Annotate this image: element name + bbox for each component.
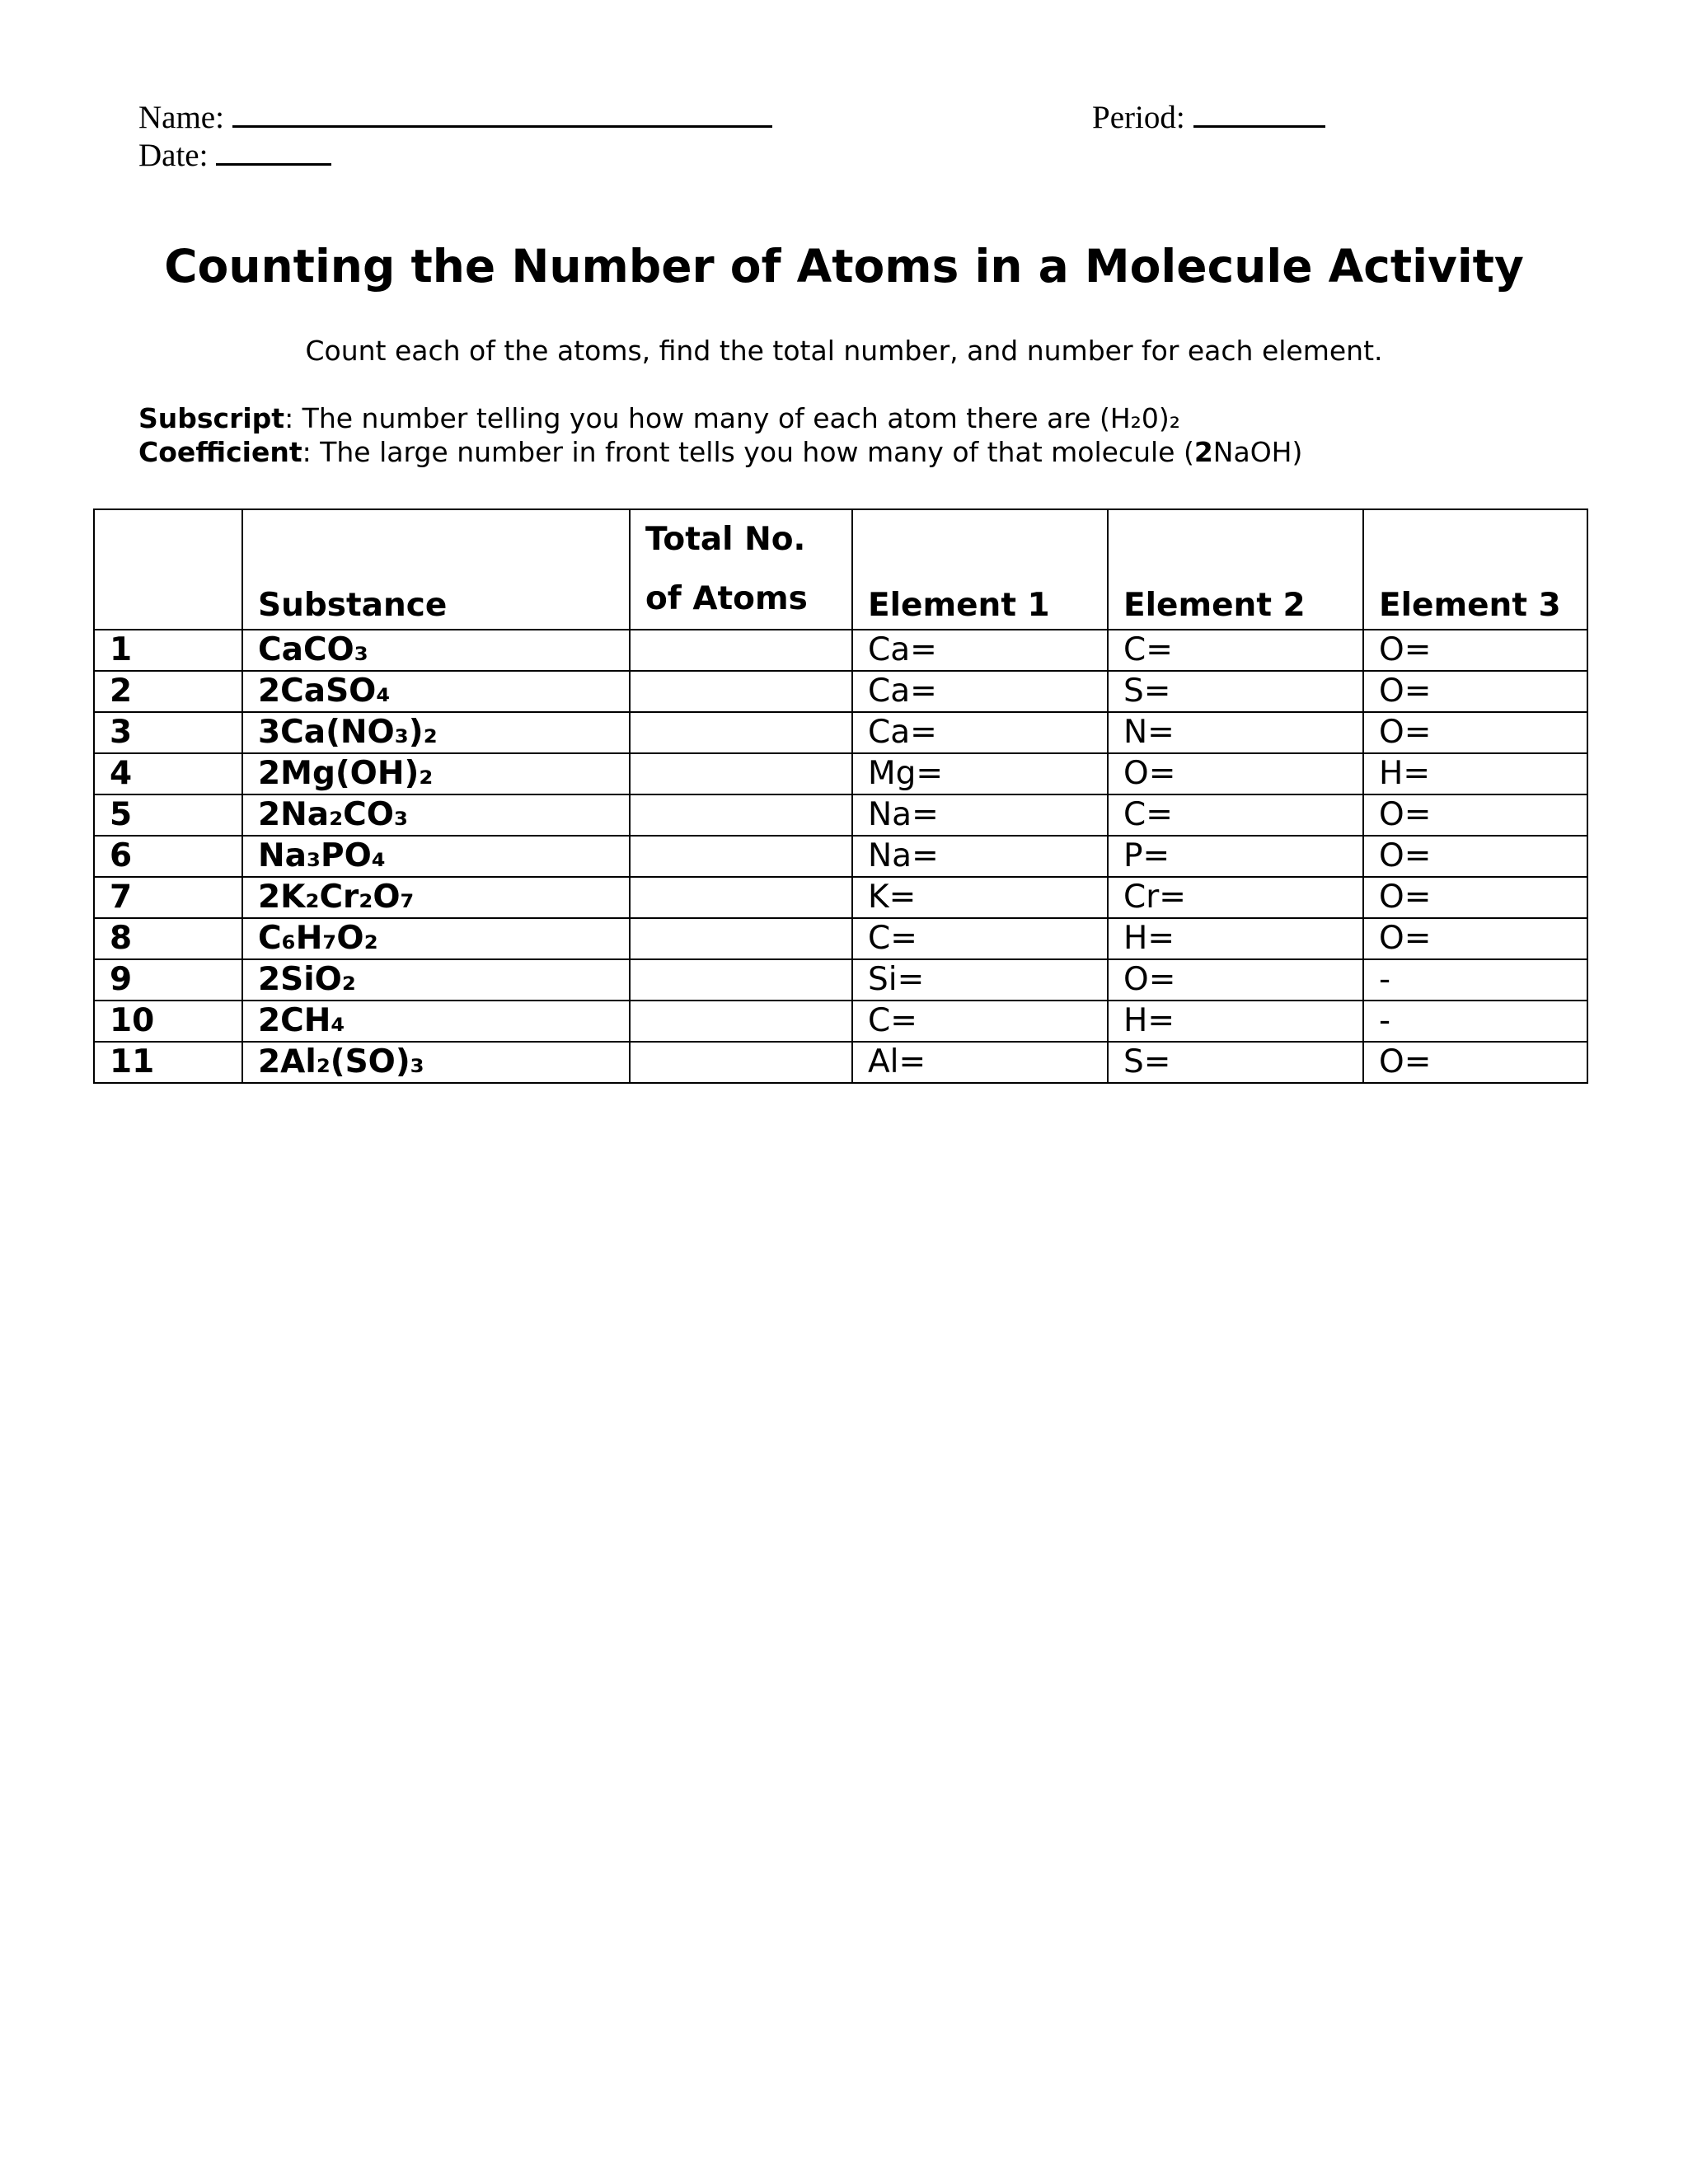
element-1-cell: Si=: [852, 959, 1108, 1001]
total-atoms-cell[interactable]: [630, 959, 852, 1001]
element-3-cell: O=: [1363, 671, 1587, 712]
row-number: 10: [94, 1001, 242, 1042]
coefficient-term: Coefficient: [138, 436, 302, 468]
table-row: [94, 671, 1587, 712]
element-3-cell: O=: [1363, 630, 1587, 671]
table-row: [94, 918, 1587, 959]
substance-cell: C₆H₇O₂: [242, 918, 630, 959]
column-header-number: [94, 509, 242, 630]
instructions: Count each of the atoms, find the total number, and number for each element.: [305, 335, 1383, 367]
element-1-cell: Na=: [852, 794, 1108, 836]
total-atoms-cell[interactable]: [630, 1042, 852, 1083]
element-1-cell: Na=: [852, 836, 1108, 877]
coefficient-text: : The large number in front tells you how many of that molecule (: [302, 436, 1194, 468]
element-2-cell: H=: [1108, 1001, 1363, 1042]
substance-cell: 2Na₂CO₃: [242, 794, 630, 836]
table-row: [94, 630, 1587, 671]
row-number: 11: [94, 1042, 242, 1083]
row-number: 7: [94, 877, 242, 918]
table-row: [94, 753, 1587, 794]
element-2-cell: O=: [1108, 753, 1363, 794]
row-number: 4: [94, 753, 242, 794]
element-2-cell: S=: [1108, 671, 1363, 712]
element-2-cell: C=: [1108, 794, 1363, 836]
element-3-cell: O=: [1363, 794, 1587, 836]
total-atoms-cell[interactable]: [630, 794, 852, 836]
column-header-element-1: Element 1: [852, 509, 1108, 630]
row-number: 1: [94, 630, 242, 671]
period-label: Period:: [1092, 100, 1185, 135]
table-row: [94, 712, 1587, 753]
column-header-element-3: Element 3: [1363, 509, 1587, 630]
table-row: [94, 877, 1587, 918]
element-2-cell: C=: [1108, 630, 1363, 671]
table-row: [94, 959, 1587, 1001]
subscript-text: : The number telling you how many of each atom there are (H₂0)₂: [284, 402, 1180, 434]
row-number: 8: [94, 918, 242, 959]
total-atoms-cell[interactable]: [630, 753, 852, 794]
atoms-table: [93, 509, 1588, 1084]
element-1-cell: Al=: [852, 1042, 1108, 1083]
element-1-cell: C=: [852, 1001, 1108, 1042]
total-atoms-cell[interactable]: [630, 1001, 852, 1042]
coefficient-example-formula: NaOH): [1212, 436, 1303, 468]
element-1-cell: Ca=: [852, 671, 1108, 712]
element-2-cell: N=: [1108, 712, 1363, 753]
element-1-cell: Mg=: [852, 753, 1108, 794]
total-atoms-cell[interactable]: [630, 671, 852, 712]
element-2-cell: Cr=: [1108, 877, 1363, 918]
substance-cell: 2SiO₂: [242, 959, 630, 1001]
substance-cell: Na₃PO₄: [242, 836, 630, 877]
table-body: [94, 630, 1587, 1083]
element-3-cell: -: [1363, 959, 1587, 1001]
coefficient-definition: [138, 435, 1302, 470]
column-header-substance: Substance: [242, 509, 630, 630]
element-1-cell: C=: [852, 918, 1108, 959]
name-label: Name:: [138, 100, 224, 135]
table-row: [94, 1001, 1587, 1042]
row-number: 2: [94, 671, 242, 712]
total-atoms-cell[interactable]: [630, 918, 852, 959]
element-1-cell: Ca=: [852, 712, 1108, 753]
column-header-element-2: Element 2: [1108, 509, 1363, 630]
element-3-cell: O=: [1363, 877, 1587, 918]
row-number: 9: [94, 959, 242, 1001]
subscript-term: Subscript: [138, 402, 285, 434]
table-header-row: [94, 509, 1587, 630]
total-atoms-cell[interactable]: [630, 877, 852, 918]
row-number: 5: [94, 794, 242, 836]
substance-cell: CaCO₃: [242, 630, 630, 671]
table-row: [94, 794, 1587, 836]
element-3-cell: O=: [1363, 1042, 1587, 1083]
row-number: 6: [94, 836, 242, 877]
substance-cell: 2Mg(OH)₂: [242, 753, 630, 794]
element-1-cell: K=: [852, 877, 1108, 918]
period-blank[interactable]: [1193, 101, 1325, 128]
date-blank[interactable]: [216, 138, 331, 166]
element-3-cell: H=: [1363, 753, 1587, 794]
substance-cell: 2CH₄: [242, 1001, 630, 1042]
date-label: Date:: [138, 138, 209, 173]
element-3-cell: -: [1363, 1001, 1587, 1042]
substance-cell: 2CaSO₄: [242, 671, 630, 712]
element-2-cell: O=: [1108, 959, 1363, 1001]
element-2-cell: H=: [1108, 918, 1363, 959]
name-field[interactable]: [138, 99, 772, 137]
name-blank[interactable]: [232, 101, 772, 128]
element-2-cell: S=: [1108, 1042, 1363, 1083]
column-header-total: Total No. of Atoms: [630, 509, 852, 630]
table-row: [94, 1042, 1587, 1083]
subscript-definition: [138, 401, 1180, 436]
total-atoms-cell[interactable]: [630, 712, 852, 753]
page-title: Counting the Number of Atoms in a Molecule Activity: [164, 240, 1524, 293]
element-1-cell: Ca=: [852, 630, 1108, 671]
substance-cell: 2Al₂(SO)₃: [242, 1042, 630, 1083]
table-row: [94, 836, 1587, 877]
row-number: 3: [94, 712, 242, 753]
element-2-cell: P=: [1108, 836, 1363, 877]
period-field[interactable]: [1092, 99, 1325, 137]
date-field[interactable]: [138, 137, 331, 175]
total-atoms-cell[interactable]: [630, 630, 852, 671]
element-3-cell: O=: [1363, 712, 1587, 753]
substance-cell: 3Ca(NO₃)₂: [242, 712, 630, 753]
substance-cell: 2K₂Cr₂O₇: [242, 877, 630, 918]
total-atoms-cell[interactable]: [630, 836, 852, 877]
element-3-cell: O=: [1363, 836, 1587, 877]
coefficient-example-number: 2: [1193, 436, 1213, 468]
element-3-cell: O=: [1363, 918, 1587, 959]
